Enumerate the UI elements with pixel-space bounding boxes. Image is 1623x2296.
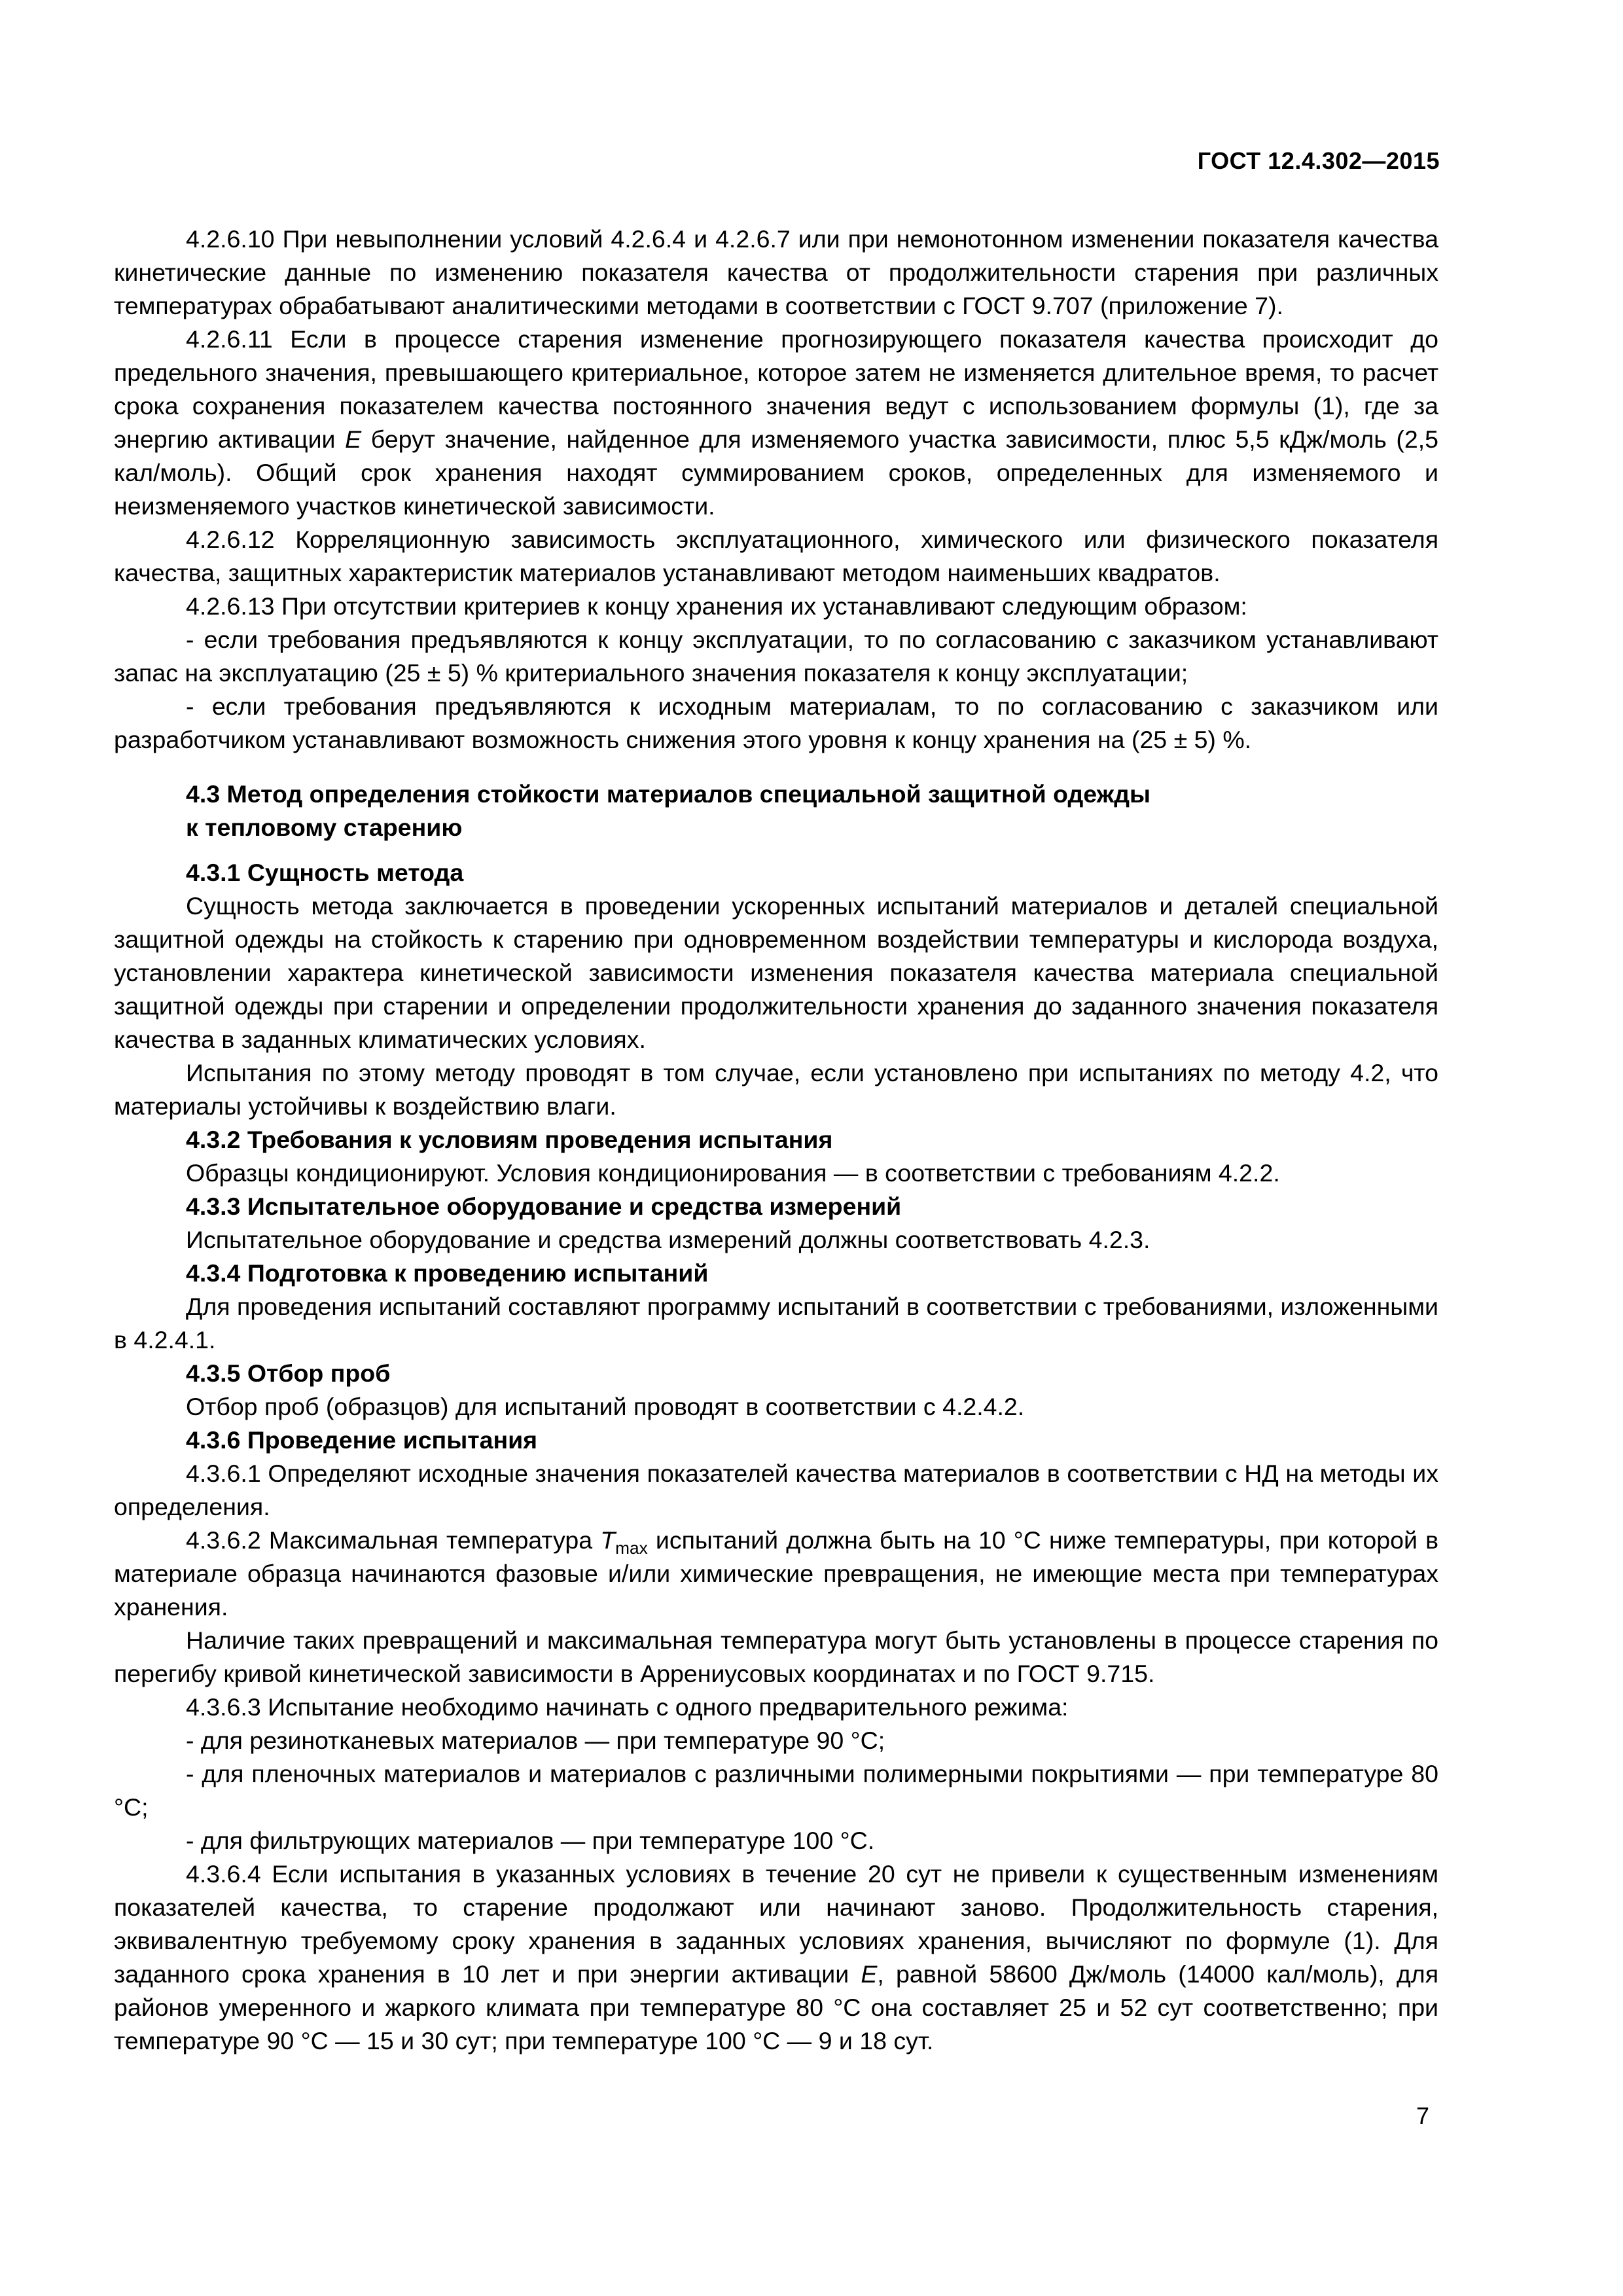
subsection-4-3-2-heading: 4.3.2 Требования к условиям проведения испытания	[186, 1126, 833, 1153]
subsection-4-3-4-heading: 4.3.4 Подготовка к проведению испытаний	[186, 1259, 709, 1287]
list-item: - если требования предъявляются к исходным материалам, то по согласованию с заказчиком или разработчиком устанавливают возможность снижения этого уровня к концу хранения на (25 ± 5) %.	[114, 692, 1438, 753]
paragraph-4-2-6-12: 4.2.6.12 Корреляционную зависимость эксплуатационного, химического или физического показателя качества, защитных характеристик материалов устанавливают методом наименьших квадратов.	[114, 526, 1438, 586]
paragraph-method-applicability: Испытания по этому методу проводят в том случае, если установлено при испытаниях по методу 4.2, что материалы устойчивы к воздействию влаги.	[114, 1059, 1438, 1120]
paragraph-conditioning: Образцы кондиционируют. Условия кондиционирования — в соответствии с требованиям 4.2.2.	[186, 1159, 1280, 1187]
subsection-4-3-5-heading: 4.3.5 Отбор проб	[186, 1359, 391, 1387]
standard-header: ГОСТ 12.4.302—2015	[1197, 147, 1440, 174]
paragraph-4-2-6-13: 4.2.6.13 При отсутствии критериев к концу хранения их устанавливают следующим образом:	[186, 592, 1247, 620]
paragraph-4-2-6-10: 4.2.6.10 При невыполнении условий 4.2.6.4 и 4.2.6.7 или при немонотонном изменении показателя качества кинетические данные по изменению показателя качества от продолжительности старения при различных температурах обрабатывают аналитическими методами в соответствии с ГОСТ 9.707 (приложение 7).	[114, 225, 1438, 319]
list-item: - если требования предъявляются к концу эксплуатации, то по согласованию с заказчиком устанавливают запас на эксплуатацию (25 ± 5) % критериального значения показателя к концу эксплуатации;	[114, 626, 1438, 687]
subsection-4-3-6-heading: 4.3.6 Проведение испытания	[186, 1426, 538, 1454]
paragraph-transformations: Наличие таких превращений и максимальная температура могут быть установлены в процессе старения по перегибу кривой кинетической зависимости в Аррениусовых координатах и по ГОСТ 9.715.	[114, 1626, 1438, 1687]
variable-e: E	[861, 1960, 878, 1988]
subscript-max: max	[615, 1537, 648, 1558]
variable-t: T	[600, 1526, 616, 1554]
list-item: - для пленочных материалов и материалов с различными полимерными покрытиями — при температуре 80 °С;	[114, 1760, 1438, 1821]
paragraph-4-3-6-3: 4.3.6.3 Испытание необходимо начинать с одного предварительного режима:	[186, 1693, 1069, 1721]
paragraph-equipment: Испытательное оборудование и средства измерений должны соответствовать 4.2.3.	[186, 1226, 1150, 1253]
subsection-4-3-1-heading: 4.3.1 Сущность метода	[186, 859, 464, 886]
paragraph-preparation: Для проведения испытаний составляют программу испытаний в соответствии с требованиями, изложенными в 4.2.4.1.	[114, 1293, 1438, 1354]
paragraph-4-3-6-4: 4.3.6.4 Если испытания в указанных условиях в течение 20 сут не привели к существенным изменениям показателей качества, то старение продолжают или начинают заново. Продолжительность старения, эквивалентную требуемому сроку хранения в заданных условиях хранения, вычисляют по формуле (1). Для заданного срока хранения в 10 лет и при энергии активации E, равной 58600 Дж/моль (14000 кал/моль), для районов умеренного и жаркого климата при температуре 80 °С она составляет 25 и 52 сут соответственно; при температуре 90 °С — 15 и 30 сут; при температуре 100 °С — 9 и 18 сут.	[114, 1860, 1438, 2054]
page-body	[114, 223, 1438, 2058]
paragraph-4-2-6-11: 4.2.6.11 Если в процессе старения изменение прогнозирующего показателя качества происходит до предельного значения, превышающего критериальное, которое затем не изменяется длительное время, то расчет срока сохранения показателем качества постоянного значения ведут с использованием формулы (1), где за энергию активации E берут значение, найденное для изменяемого участка зависимости, плюс 5,5 кДж/моль (2,5 кал/моль). Общий срок хранения находят суммированием сроков, определенных для изменяемого и неизменяемого участков кинетической зависимости.	[114, 325, 1438, 520]
paragraph-4-3-6-2: 4.3.6.2 Максимальная температура $T_{max}$ испытаний должна быть на 10 °С ниже температуры, при которой в материале образца начинаются фазовые и/или химические превращения, не имеющие места при температурах хранения.	[114, 1526, 1438, 1621]
paragraph-4-3-6-1: 4.3.6.1 Определяют исходные значения показателей качества материалов в соответствии с НД на методы их определения.	[114, 1460, 1438, 1520]
section-4-3-heading: 4.3 Метод определения стойкости материалов специальной защитной одежды к тепловому старению	[186, 780, 1151, 841]
page-number: 7	[1416, 2102, 1430, 2129]
variable-e: E	[345, 425, 362, 453]
list-item: - для резинотканевых материалов — при температуре 90 °С;	[186, 1727, 885, 1754]
list-item: - для фильтрующих материалов — при температуре 100 °С.	[186, 1827, 875, 1854]
paragraph-method-essence: Сущность метода заключается в проведении ускоренных испытаний материалов и деталей специальной защитной одежды на стойкость к старению при одновременном воздействии температуры и кислорода воздуха, установлении характера кинетической зависимости изменения показателя качества материала специальной защитной одежды при старении и определении продолжительности хранения до заданного значения показателя качества в заданных климатических условиях.	[114, 892, 1438, 1053]
subsection-4-3-3-heading: 4.3.3 Испытательное оборудование и средства измерений	[186, 1193, 902, 1220]
paragraph-sampling: Отбор проб (образцов) для испытаний проводят в соответствии с 4.2.4.2.	[186, 1393, 1025, 1420]
